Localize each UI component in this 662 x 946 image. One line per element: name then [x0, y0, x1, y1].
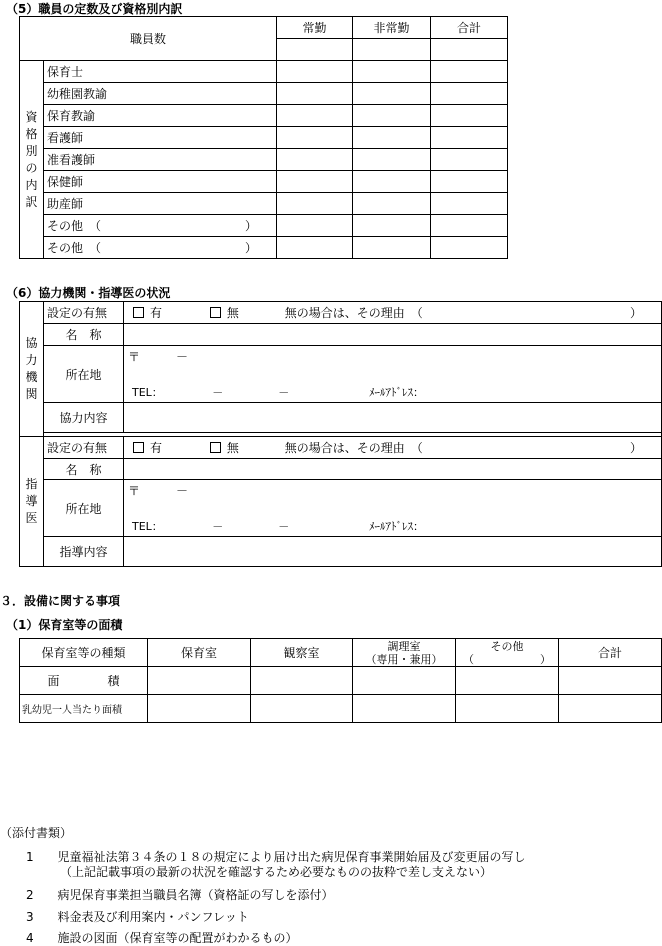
col-chourishitsu: 調理室 （専用・兼用）	[353, 639, 456, 667]
cell[interactable]	[559, 695, 662, 723]
cell[interactable]	[431, 149, 508, 171]
cell[interactable]	[431, 105, 508, 127]
cooperation-table	[19, 301, 662, 567]
area-table	[19, 638, 662, 723]
attachment-num: 4	[26, 931, 34, 945]
section5-title: （5）職員の定数及び資格別内訳	[6, 2, 183, 16]
qual-row-label: 保育士	[44, 61, 277, 83]
setting-label: 設定の有無	[44, 302, 124, 324]
qual-row-label: 准看護師	[44, 149, 277, 171]
reason-text: 無の場合は、その理由 （	[284, 306, 423, 320]
checkbox-yes[interactable]: 有	[133, 306, 162, 320]
attachment-text: 病児保育事業担当職員名簿（資格証の写しを添付）	[57, 888, 334, 902]
cell[interactable]	[431, 61, 508, 83]
cell[interactable]	[353, 193, 431, 215]
col-hijoukin: 非常勤	[353, 17, 431, 39]
cell[interactable]	[277, 149, 353, 171]
content-field[interactable]	[124, 403, 662, 433]
cell[interactable]	[353, 83, 431, 105]
content-label: 指導内容	[44, 537, 124, 567]
tel-text: TEL： － －	[132, 520, 290, 533]
name-field[interactable]	[124, 324, 662, 346]
qual-row-label: 看護師	[44, 127, 277, 149]
qualification-side-label: 資 格 別 の 内 訳	[20, 61, 44, 259]
cell[interactable]	[431, 127, 508, 149]
cell[interactable]	[277, 215, 353, 237]
cell[interactable]	[353, 149, 431, 171]
cell[interactable]	[148, 695, 251, 723]
cell[interactable]	[431, 193, 508, 215]
cell[interactable]	[353, 215, 431, 237]
cell[interactable]	[353, 171, 431, 193]
cell[interactable]	[353, 667, 456, 695]
name-label: 名 称	[44, 459, 124, 480]
name-field[interactable]	[124, 459, 662, 480]
attachment-num: 1	[26, 850, 34, 864]
qual-row-label: 助産師	[44, 193, 277, 215]
col-hoikushitsu: 保育室	[148, 639, 251, 667]
postal-text: 〒 －	[128, 484, 189, 498]
cell[interactable]	[456, 667, 559, 695]
setting-label: 設定の有無	[44, 437, 124, 459]
cell[interactable]	[277, 127, 353, 149]
col-sonota: その他 （ ）	[456, 639, 559, 667]
shidoui-side-label: 指 導 医	[20, 437, 44, 567]
total-joukin-cell[interactable]	[277, 39, 353, 61]
col-joukin: 常勤	[277, 17, 353, 39]
row-per-child-label: 乳幼児一人当たり面積	[20, 695, 148, 723]
cell[interactable]	[456, 695, 559, 723]
col-goukei: 合計	[431, 17, 508, 39]
col-kansatsushitsu: 観察室	[251, 639, 353, 667]
cell[interactable]	[353, 61, 431, 83]
total-goukei-cell[interactable]	[431, 39, 508, 61]
checkbox-no[interactable]: 無	[210, 306, 239, 320]
checkbox-yes[interactable]: 有	[133, 441, 162, 455]
attachment-text: 料金表及び利用案内・パンフレット	[57, 910, 249, 924]
setting-options	[124, 437, 662, 459]
postal-text: 〒 －	[128, 350, 189, 364]
cell[interactable]	[277, 193, 353, 215]
col-goukei: 合計	[559, 639, 662, 667]
col-type: 保育室等の種類	[20, 639, 148, 667]
kyouryoku-side-label: 協 力 機 関	[20, 302, 44, 437]
qual-row-label: 保育教諭	[44, 105, 277, 127]
cell[interactable]	[431, 237, 508, 259]
cell[interactable]	[277, 237, 353, 259]
cell[interactable]	[353, 695, 456, 723]
attachment-item-4	[26, 929, 297, 946]
cell[interactable]	[353, 237, 431, 259]
cell[interactable]	[559, 667, 662, 695]
qual-row-label: 幼稚園教諭	[44, 83, 277, 105]
attachment-text: 施設の図面（保育室等の配置がわかるもの）	[57, 931, 298, 945]
attachments-title: （添付書類）	[0, 826, 73, 840]
section6-title: （6）協力機関・指導医の状況	[6, 286, 171, 300]
checkbox-no[interactable]: 無	[210, 441, 239, 455]
attachment-item-1-sub: （上記記載事項の最新の状況を確認するため必要なものの抜粋で差し支えない）	[60, 865, 493, 879]
cell[interactable]	[431, 215, 508, 237]
cell[interactable]	[277, 171, 353, 193]
tel-text: TEL： － －	[132, 386, 290, 399]
qual-row-label: 保健師	[44, 171, 277, 193]
cell[interactable]	[251, 695, 353, 723]
cell[interactable]	[277, 105, 353, 127]
reason-close: ）	[629, 306, 642, 320]
cell[interactable]	[353, 127, 431, 149]
qual-row-label: その他 （ ）	[44, 215, 277, 237]
content-field[interactable]	[124, 537, 662, 567]
section3-title: ３．設備に関する事項	[0, 594, 121, 608]
total-hijoukin-cell[interactable]	[353, 39, 431, 61]
qual-row-label: その他 （ ）	[44, 237, 277, 259]
attachment-item-3	[26, 908, 249, 925]
cell[interactable]	[251, 667, 353, 695]
address-label: 所在地	[44, 346, 124, 403]
staff-table	[19, 16, 508, 259]
content-label: 協力内容	[44, 403, 124, 433]
attachment-text: 児童福祉法第３４条の１８の規定により届け出た病児保育事業開始届及び変更届の写し	[57, 850, 526, 864]
cell[interactable]	[431, 83, 508, 105]
cell[interactable]	[431, 171, 508, 193]
address-label: 所在地	[44, 480, 124, 537]
attachment-num: 2	[26, 888, 34, 902]
address-field[interactable]	[124, 346, 662, 403]
name-label: 名 称	[44, 324, 124, 346]
reason-text: 無の場合は、その理由 （	[284, 441, 423, 455]
section3-subtitle: （1）保育室等の面積	[6, 618, 123, 632]
mail-text: ﾒｰﾙｱﾄﾞﾚｽ：	[369, 386, 424, 399]
cell[interactable]	[277, 83, 353, 105]
row-area-label: 面 積	[20, 667, 148, 695]
setting-options	[124, 302, 662, 324]
staff-count-label: 職員数	[20, 17, 277, 61]
attachment-num: 3	[26, 910, 34, 924]
address-field[interactable]	[124, 480, 662, 537]
cell[interactable]	[353, 105, 431, 127]
cell[interactable]	[277, 61, 353, 83]
cell[interactable]	[148, 667, 251, 695]
mail-text: ﾒｰﾙｱﾄﾞﾚｽ：	[369, 520, 424, 533]
reason-close: ）	[629, 441, 642, 455]
attachment-item-2	[26, 886, 333, 903]
